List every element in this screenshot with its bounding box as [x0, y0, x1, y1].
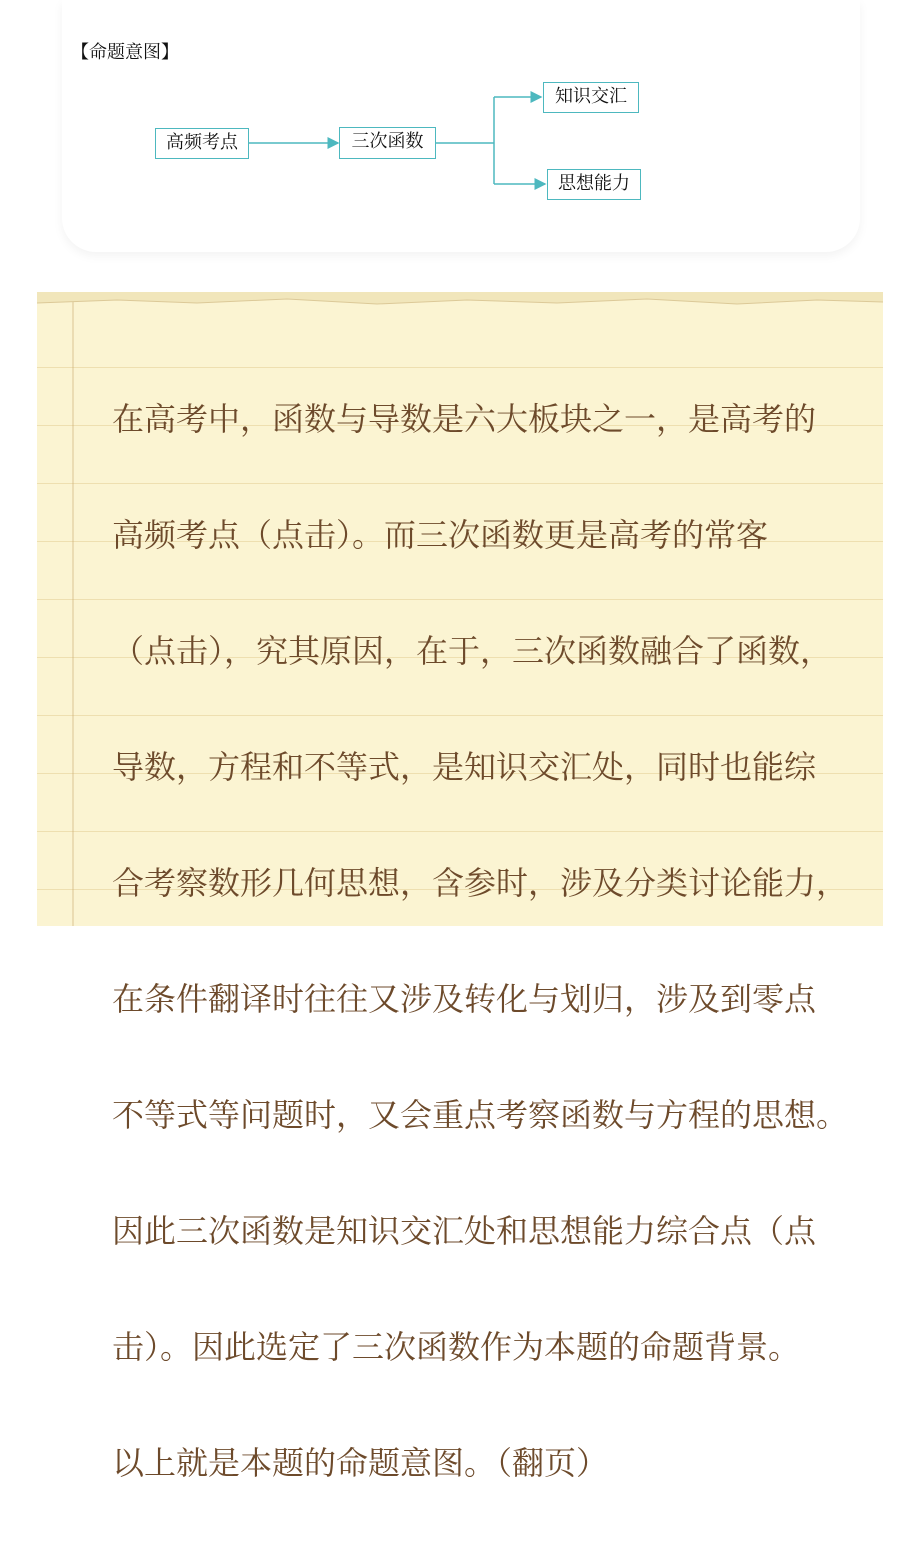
intent-paragraph — [112, 332, 882, 1550]
section-title: 【命题意图】 — [71, 42, 179, 63]
mind-map-connectors — [0, 0, 908, 260]
paragraph-line: 以上就是本题的命题意图。（翻页） — [112, 1444, 609, 1482]
paragraph-line: 因此三次函数是知识交汇处和思想能力综合点（点 — [112, 1212, 817, 1250]
paragraph-line: 击）。因此选定了三次函数作为本题的命题背景。 — [112, 1328, 801, 1366]
node-thinking-ability: 思想能力 — [547, 169, 641, 200]
node-cubic-function: 三次函数 — [339, 127, 436, 159]
node-knowledge-intersection: 知识交汇 — [543, 82, 639, 113]
paragraph-line: （点击），究其原因，在于，三次函数融合了函数， — [112, 632, 833, 670]
paragraph-line: 在高考中，函数与导数是六大板块之一，是高考的 — [112, 400, 817, 438]
paragraph-line: 不等式等问题时，又会重点考察函数与方程的思想。 — [112, 1096, 849, 1134]
notepaper-panel — [37, 292, 883, 1482]
paragraph-line: 高频考点（点击）。而三次函数更是高考的常客 — [112, 516, 769, 554]
paper-torn-edge — [37, 292, 883, 310]
node-high-frequency: 高频考点 — [155, 128, 249, 159]
paragraph-line: 在条件翻译时往往又涉及转化与划归，涉及到零点 — [112, 980, 817, 1018]
paragraph-line: 合考察数形几何思想，含参时，涉及分类讨论能力， — [112, 864, 849, 902]
paragraph-line: 导数，方程和不等式，是知识交汇处，同时也能综 — [112, 748, 817, 786]
